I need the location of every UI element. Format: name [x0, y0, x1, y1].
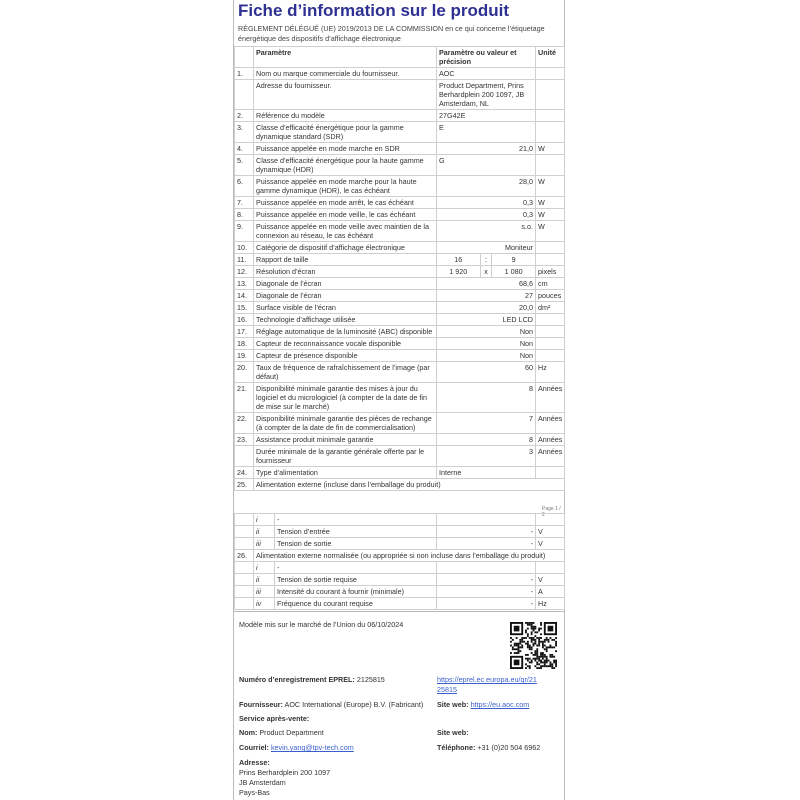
address-line-1: Prins Berhardplein 200 1097: [239, 768, 331, 777]
row-number: 24.: [235, 467, 254, 479]
row-number: 12.: [235, 266, 254, 278]
row-value: 7: [437, 413, 536, 434]
row-unit: [536, 242, 565, 254]
row-unit: W: [536, 209, 565, 221]
spec-table: [234, 46, 565, 491]
spec-row: [235, 362, 565, 383]
row-unit: W: [536, 176, 565, 197]
spec-row: [235, 68, 565, 80]
row-number: 22.: [235, 413, 254, 434]
row-unit: [536, 68, 565, 80]
external-supply-table: [234, 513, 565, 610]
row-unit: [536, 155, 565, 176]
row-label: Alimentation externe (incluse dans l’emballage du produit): [254, 479, 565, 491]
sub-row: [235, 526, 565, 538]
market-date: Modèle mis sur le marché de l’Union du 06/10/2024: [239, 620, 404, 629]
spec-row: [235, 446, 565, 467]
row-label: Adresse du fournisseur.: [254, 80, 437, 110]
row-value: 21,0: [437, 143, 536, 155]
row-number: 23.: [235, 434, 254, 446]
eprel-link-cont[interactable]: 25815: [437, 685, 457, 694]
spec-row: [235, 176, 565, 197]
row-value: Product Department, Prins Berhardplein 200 1097, JB Amsterdam, NL: [437, 80, 536, 110]
spec-row: [235, 143, 565, 155]
row-unit: pouces: [536, 290, 565, 302]
address-line-3: Pays-Bas: [239, 788, 270, 797]
row-label: Assistance produit minimale garantie: [254, 434, 437, 446]
sub-value: -: [437, 526, 536, 538]
sub-unit: [536, 562, 565, 574]
sub-unit: A: [536, 586, 565, 598]
row-number: 26.: [235, 550, 254, 562]
spec-row: [235, 434, 565, 446]
row-label: Puissance appelée en mode marche en SDR: [254, 143, 437, 155]
spec-row: [235, 278, 565, 290]
row-value: 3: [437, 446, 536, 467]
row-26: [235, 550, 565, 562]
website-link[interactable]: https://eu.aoc.com: [470, 700, 530, 709]
row-number: 17.: [235, 326, 254, 338]
sub-index: iii: [254, 538, 275, 550]
split-value: [437, 266, 536, 278]
row-number: 3.: [235, 122, 254, 143]
address-label: Adresse:: [239, 758, 270, 767]
sub-label: Intensité du courant à fournir (minimale): [275, 586, 437, 598]
footer-panel: [234, 611, 564, 800]
row-value: LED LCD: [437, 314, 536, 326]
row-value: G: [437, 155, 536, 176]
spec-row: [235, 122, 565, 143]
spec-row: [235, 413, 565, 434]
header-unit: Unité: [536, 47, 565, 68]
spec-row: [235, 326, 565, 338]
row-number: 18.: [235, 338, 254, 350]
row-label: Rapport de taille: [254, 254, 437, 266]
row-label: Puissance appelée en mode veille avec maintien de la connexion au réseau, le cas échéant: [254, 221, 437, 242]
sub-row: [235, 574, 565, 586]
row-number: 1.: [235, 68, 254, 80]
row-label: Capteur de présence disponible: [254, 350, 437, 362]
phone-label: Téléphone:: [437, 743, 476, 752]
row-number: 13.: [235, 278, 254, 290]
row-label: Diagonale de l’écran: [254, 290, 437, 302]
eprel-link[interactable]: https://eprel.ec.europa.eu/qr/21: [437, 675, 537, 684]
spec-row: [235, 383, 565, 413]
sub-row: [235, 538, 565, 550]
sub-row: [235, 586, 565, 598]
supplier-label: Fournisseur:: [239, 700, 283, 709]
row-label: Réglage automatique de la luminosité (ABC) disponible: [254, 326, 437, 338]
regulation-subtitle: RÈGLEMENT DÉLÉGUÉ (UE) 2019/2013 DE LA COMMISSION en ce qui concerne l’étiquetage énergétique des dispositifs d’affichage électronique: [238, 24, 545, 43]
row-unit: [536, 110, 565, 122]
spec-row: [235, 302, 565, 314]
address-line-2: JB Amsterdam: [239, 778, 286, 787]
row-label: Catégorie de dispositif d’affichage électronique: [254, 242, 437, 254]
qr-code-icon[interactable]: [510, 622, 557, 669]
row-label: Puissance appelée en mode marche pour la haute gamme dynamique (HDR), le cas échéant: [254, 176, 437, 197]
product-sheet: [233, 0, 565, 800]
row-label: Type d’alimentation: [254, 467, 437, 479]
row-unit: [536, 254, 565, 266]
sub-value: -: [437, 538, 536, 550]
row-value: 20,0: [437, 302, 536, 314]
spec-row: [235, 266, 565, 278]
row-label: Résolution d’écran: [254, 266, 437, 278]
row-label: Disponibilité minimale garantie des pièces de rechange (à compter de la date de fin de commercialisation): [254, 413, 437, 434]
row-unit: cm: [536, 278, 565, 290]
spec-row: [235, 209, 565, 221]
sub-unit: V: [536, 526, 565, 538]
sub-unit: [536, 514, 565, 526]
name-label: Nom:: [239, 728, 258, 737]
row-unit: Années: [536, 446, 565, 467]
row-unit: Années: [536, 434, 565, 446]
spec-row: [235, 350, 565, 362]
row-number: 4.: [235, 143, 254, 155]
row-label: Classe d’efficacité énergétique pour la gamme dynamique standard (SDR): [254, 122, 437, 143]
sub-unit: Hz: [536, 598, 565, 610]
email-link[interactable]: kevin.yang@tpv-tech.com: [270, 743, 354, 752]
website-label: Site web:: [437, 700, 469, 709]
split-a: 16: [437, 254, 480, 265]
row-label: Alimentation externe normalisée (ou appropriée si non incluse dans l’emballage du produit): [254, 550, 565, 562]
row-unit: [536, 326, 565, 338]
row-number: 9.: [235, 221, 254, 242]
sub-value: [437, 562, 536, 574]
row-value: Non: [437, 326, 536, 338]
eprel-number: 2125815: [356, 675, 385, 684]
service-website-label: Site web:: [437, 728, 469, 737]
row-value: AOC: [437, 68, 536, 80]
row-value: 27G42E: [437, 110, 536, 122]
spec-row: [235, 80, 565, 110]
row-value: 27: [437, 290, 536, 302]
row-value: 8: [437, 434, 536, 446]
row-unit: [536, 350, 565, 362]
sub-index: iv: [254, 598, 275, 610]
row-unit: Années: [536, 413, 565, 434]
row-number: 10.: [235, 242, 254, 254]
sub-row: [235, 562, 565, 574]
row-label: Durée minimale de la garantie générale offerte par le fournisseur: [254, 446, 437, 467]
spec-row: [235, 290, 565, 302]
row-number: 8.: [235, 209, 254, 221]
row-unit: [536, 338, 565, 350]
spec-row: [235, 467, 565, 479]
row-unit: W: [536, 197, 565, 209]
row-number: 7.: [235, 197, 254, 209]
row-number: 2.: [235, 110, 254, 122]
row-value: 68,6: [437, 278, 536, 290]
service-label: Service après-vente:: [239, 714, 310, 723]
row-value: Non: [437, 338, 536, 350]
row-25: [235, 479, 565, 491]
row-number: 16.: [235, 314, 254, 326]
row-unit: [536, 80, 565, 110]
spec-row: [235, 242, 565, 254]
header-param: Paramètre: [254, 47, 437, 68]
eprel-label: Numéro d’enregistrement EPREL:: [239, 675, 355, 684]
row-label: Technologie d’affichage utilisée: [254, 314, 437, 326]
sub-value: [437, 514, 536, 526]
supplier-value: AOC International (Europe) B.V. (Fabricant): [284, 700, 424, 709]
row-number: [235, 446, 254, 467]
split-sep: x: [480, 266, 492, 277]
row-number: 14.: [235, 290, 254, 302]
row-unit: W: [536, 143, 565, 155]
sub-label: Tension de sortie requise: [275, 574, 437, 586]
split-value: [437, 254, 536, 266]
email-label: Courriel:: [239, 743, 269, 752]
spec-row: [235, 197, 565, 209]
row-label: Diagonale de l’écran: [254, 278, 437, 290]
row-number: 5.: [235, 155, 254, 176]
row-value: 60: [437, 362, 536, 383]
row-unit: [536, 122, 565, 143]
sub-value: -: [437, 598, 536, 610]
row-unit: [536, 314, 565, 326]
sub-index: ii: [254, 574, 275, 586]
split-b: 9: [511, 255, 516, 264]
row-unit: W: [536, 221, 565, 242]
sub-index: iii: [254, 586, 275, 598]
spec-row: [235, 110, 565, 122]
sub-index: i: [254, 562, 275, 574]
row-value: 0,3: [437, 197, 536, 209]
row-label: Puissance appelée en mode arrêt, le cas échéant: [254, 197, 437, 209]
sub-unit: V: [536, 574, 565, 586]
sub-label: Tension de sortie: [275, 538, 437, 550]
spec-row: [235, 155, 565, 176]
name-value: Product Department: [259, 728, 324, 737]
sub-label: -: [275, 514, 437, 526]
row-number: 20.: [235, 362, 254, 383]
row-number: 6.: [235, 176, 254, 197]
row-value: Interne: [437, 467, 536, 479]
sub-value: -: [437, 586, 536, 598]
sub-value: -: [437, 574, 536, 586]
spec-row: [235, 254, 565, 266]
row-value: Moniteur: [437, 242, 536, 254]
row-label: Taux de fréquence de rafraîchissement de l’image (par défaut): [254, 362, 437, 383]
sub-label: Fréquence du courant requise: [275, 598, 437, 610]
spec-row: [235, 221, 565, 242]
row-unit: dm²: [536, 302, 565, 314]
row-number: 11.: [235, 254, 254, 266]
spec-row: [235, 338, 565, 350]
row-label: Disponibilité minimale garantie des mises à jour du logiciel et du micrologiciel (à compter de la date de fin de mise sur le marché): [254, 383, 437, 413]
page-number: Page 1 / 2: [542, 506, 561, 519]
row-number: 25.: [235, 479, 254, 491]
row-value: 0,3: [437, 209, 536, 221]
row-unit: Hz: [536, 362, 565, 383]
row-value: 28,0: [437, 176, 536, 197]
phone-value: +31 (0)20 504 6962: [477, 743, 541, 752]
header-row: [235, 47, 565, 68]
split-sep: :: [480, 254, 492, 265]
row-value: 8: [437, 383, 536, 413]
split-b: 1 080: [504, 267, 523, 276]
sub-index: i: [254, 514, 275, 526]
row-unit: [536, 467, 565, 479]
sub-row: [235, 598, 565, 610]
page-title: Fiche d’information sur le produit: [238, 1, 510, 20]
spec-row: [235, 314, 565, 326]
row-value: s.o.: [437, 221, 536, 242]
sub-label: -: [275, 562, 437, 574]
sub-index: ii: [254, 526, 275, 538]
row-label: Classe d’efficacité énergétique pour la haute gamme dynamique (HDR): [254, 155, 437, 176]
row-number: [235, 80, 254, 110]
row-unit: Années: [536, 383, 565, 413]
row-unit: pixels: [536, 266, 565, 278]
row-number: 15.: [235, 302, 254, 314]
row-label: Nom ou marque commerciale du fournisseur.: [254, 68, 437, 80]
sub-row: [235, 514, 565, 526]
sub-label: Tension d’entrée: [275, 526, 437, 538]
row-value: E: [437, 122, 536, 143]
row-value: Non: [437, 350, 536, 362]
row-label: Référence du modèle: [254, 110, 437, 122]
row-label: Capteur de reconnaissance vocale disponible: [254, 338, 437, 350]
row-label: Surface visible de l’écran: [254, 302, 437, 314]
sub-unit: V: [536, 538, 565, 550]
split-a: 1 920: [437, 266, 480, 277]
header-value: Paramètre ou valeur et précision: [437, 47, 536, 68]
row-label: Puissance appelée en mode veille, le cas échéant: [254, 209, 437, 221]
row-number: 19.: [235, 350, 254, 362]
row-number: 21.: [235, 383, 254, 413]
